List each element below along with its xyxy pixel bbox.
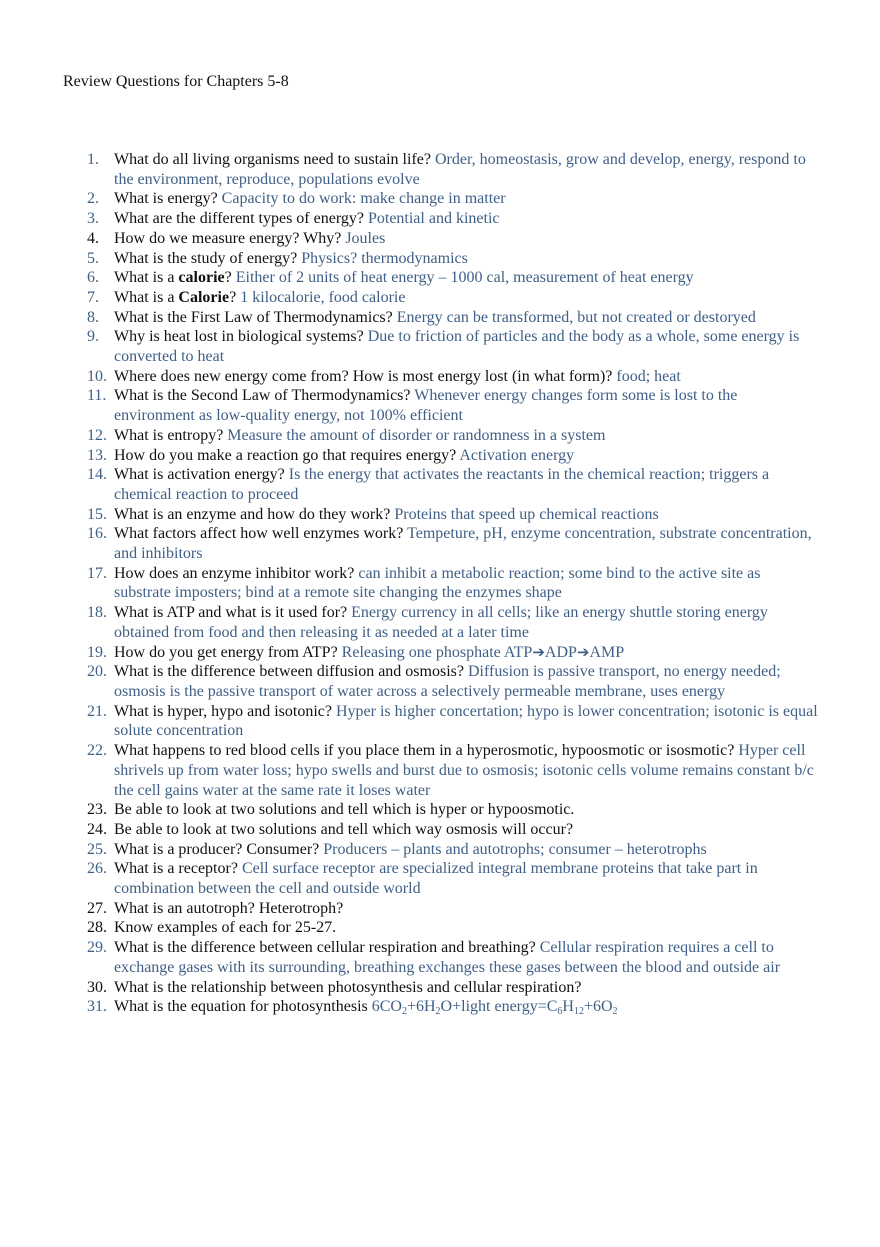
question-text: Be able to look at two solutions and tell which is hyper or hypoosmotic. [114, 801, 575, 819]
answer-part: ADP [544, 643, 577, 661]
item-number: 22. [87, 742, 107, 760]
answer-text: can inhibit a metabolic reaction; some bind to the active site as substrate imposters; bind at a remote site changing the enzymes shape [114, 564, 761, 602]
answer-text: Producers – plants and autotrophs; consumer – heterotrophs [323, 840, 707, 858]
list-item [0, 800, 880, 820]
answer-text: food; heat [616, 367, 681, 385]
question-text: Be able to look at two solutions and tell which way osmosis will occur? [114, 820, 574, 838]
list-item [0, 505, 880, 525]
question-text: What do all living organisms need to sustain life? [114, 151, 435, 168]
list-item [0, 150, 880, 189]
item-number: 18. [87, 604, 107, 622]
answer-text: Due to friction of particles and the body as a whole, some energy is converted to heat [114, 328, 800, 366]
item-number: 1. [87, 151, 99, 168]
item-number: 12. [87, 426, 107, 444]
answer-text: Activation energy [459, 446, 575, 464]
answer-text: Physics? thermodynamics [301, 249, 468, 267]
equation-part: O+light energy=C [440, 998, 558, 1016]
list-item [0, 308, 880, 328]
answer-text: Is the energy that activates the reactants in the chemical reaction; triggers a chemical reaction to proceed [114, 466, 770, 503]
item-number: 4. [87, 229, 99, 247]
question-text: How does an enzyme inhibitor work? [114, 564, 359, 582]
equation-subscript: 2 [612, 1006, 618, 1018]
answer-text: 1 kilocalorie, food calorie [240, 288, 406, 306]
item-number: 14. [87, 466, 107, 484]
list-item [0, 268, 880, 288]
list-item [0, 446, 880, 466]
question-text: ? [224, 269, 236, 287]
item-number: 6. [87, 269, 99, 287]
item-number: 16. [87, 525, 107, 543]
question-text: What is an enzyme and how do they work? [114, 505, 395, 523]
equation-part: 6CO [371, 998, 402, 1016]
item-number: 23. [87, 801, 107, 819]
question-text: What is the difference between cellular respiration and breathing? [114, 939, 540, 957]
answer-text: Hyper cell shrivels up from water loss; hypo swells and burst due to osmosis; isotonic cells volume remains constant b/c the cell gains water at the same rate it loses water [114, 742, 814, 799]
question-text: What are the different types of energy? [114, 210, 368, 228]
answer-text: Measure the amount of disorder or randomness in a system [227, 426, 606, 444]
list-item [0, 643, 880, 663]
answer-text: Potential and kinetic [367, 210, 500, 228]
item-number: 7. [87, 288, 99, 306]
question-text: What is an autotroph? Heterotroph? [114, 899, 344, 917]
question-text: What is activation energy? [114, 466, 289, 484]
item-number: 25. [87, 840, 107, 858]
item-number: 30. [87, 978, 107, 996]
item-number: 9. [87, 328, 99, 346]
arrow-right-icon: ➔ [576, 642, 590, 661]
question-text: How do you make a reaction go that requires energy? [114, 446, 460, 464]
list-item [0, 209, 880, 229]
list-item [0, 918, 880, 938]
answer-text: Energy currency in all cells; like an energy shuttle storing energy obtained from food and then releasing it as needed at a later time [114, 604, 768, 641]
list-item [0, 978, 880, 998]
answer-text [342, 644, 625, 661]
question-text: What is the First Law of Thermodynamics? [114, 308, 397, 326]
list-item [0, 327, 880, 366]
list-item [0, 859, 880, 898]
list-item [0, 741, 880, 800]
question-text: How do you get energy from ATP? [114, 643, 342, 661]
item-number: 3. [87, 210, 99, 228]
list-item [0, 367, 880, 387]
page-title: Review Questions for Chapters 5-8 [63, 73, 289, 90]
equation-part: +6H [406, 998, 436, 1016]
arrow-right-icon: ➔ [532, 642, 545, 661]
list-item [0, 386, 880, 425]
list-item [0, 189, 880, 209]
list-item [0, 524, 880, 563]
list-item [0, 938, 880, 977]
equation-subscript: 2 [435, 1006, 441, 1018]
equation-subscript: 6 [557, 1006, 563, 1018]
question-text: What factors affect how well enzymes work? [114, 525, 408, 543]
item-number: 8. [87, 308, 99, 326]
bold-term: Calorie [178, 288, 230, 306]
question-text: Where does new energy come from? How is most energy lost (in what form)? [114, 367, 617, 385]
question-text: What is the study of energy? [114, 249, 302, 267]
item-number: 31. [87, 998, 107, 1016]
photosynthesis-equation [371, 998, 618, 1018]
item-number: 19. [87, 643, 107, 661]
answer-text: Proteins that speed up chemical reactions [394, 505, 659, 523]
answer-part: Releasing one phosphate ATP [341, 643, 533, 661]
list-item [0, 820, 880, 840]
answer-text: Capacity to do work: make change in matter [221, 190, 506, 208]
item-number: 28. [87, 919, 107, 937]
list-item [0, 426, 880, 446]
question-text: Why is heat lost in biological systems? [114, 328, 368, 346]
item-number: 15. [87, 505, 107, 523]
list-item [0, 229, 880, 249]
item-number: 20. [87, 663, 107, 681]
item-number: 26. [87, 860, 107, 878]
item-number: 11. [87, 387, 107, 405]
question-text: ? [229, 288, 241, 306]
question-text: Know examples of each for 25-27. [114, 919, 337, 937]
question-text: What is energy? [114, 190, 222, 208]
question-text: What is a receptor? [114, 860, 242, 878]
equation-subscript: 12 [573, 1006, 584, 1018]
list-item [0, 899, 880, 919]
question-text: What is the difference between diffusion and osmosis? [114, 663, 468, 681]
equation-subscript: 2 [401, 1006, 407, 1018]
answer-text: Cellular respiration requires a cell to exchange gases with its surrounding, breathing exchanges these gases between the blood and outside air [114, 939, 781, 976]
answer-text: Tempeture, pH, enzyme concentration, substrate concentration, and inhibitors [114, 525, 812, 563]
item-number: 13. [87, 446, 107, 464]
list-item [0, 662, 880, 701]
list-item [0, 702, 880, 741]
question-text: What is a [114, 288, 179, 306]
item-number: 5. [87, 249, 99, 267]
question-text: How do we measure energy? Why? [114, 229, 346, 247]
list-item [0, 603, 880, 642]
question-text: What is the Second Law of Thermodynamics? [114, 387, 415, 405]
question-text: What is the equation for photosynthesis [114, 998, 372, 1016]
answer-text: Either of 2 units of heat energy – 1000 cal, measurement of heat energy [235, 269, 694, 287]
list-item [0, 288, 880, 308]
item-number: 2. [87, 190, 99, 208]
list-item [0, 564, 880, 603]
answer-text: Diffusion is passive transport, no energy needed; osmosis is the passive transport of water across a selectively permeable membrane, uses energy [114, 663, 781, 700]
answer-text: Energy can be transformed, but not created or destoryed [396, 308, 756, 326]
item-number: 21. [87, 702, 107, 720]
answer-text: Hyper is higher concertation; hypo is lower concentration; isotonic is equal solute concentration [114, 702, 818, 740]
answer-text: Order, homeostasis, grow and develop, energy, respond to the environment, reproduce, populations evolve [114, 151, 806, 188]
item-number: 24. [87, 820, 107, 838]
equation-part: H [562, 998, 574, 1016]
question-text: What is the relationship between photosynthesis and cellular respiration? [114, 978, 582, 996]
item-number: 10. [87, 367, 107, 385]
answer-text: Joules [345, 229, 386, 247]
question-text: What happens to red blood cells if you place them in a hyperosmotic, hypoosmotic or isosmotic? [114, 742, 739, 760]
answer-part: AMP [589, 643, 625, 661]
equation-part: +6O [583, 998, 613, 1016]
item-number: 17. [87, 564, 107, 582]
bold-term: calorie [178, 269, 225, 287]
question-text: What is entropy? [114, 426, 228, 444]
list-item [0, 249, 880, 269]
answer-text: Whenever energy changes form some is lost to the environment as low-quality energy, not 100% efficient [114, 387, 738, 425]
list-item [0, 465, 880, 504]
question-text: What is a [114, 269, 179, 287]
answer-text: Cell surface receptor are specialized integral membrane proteins that take part in combination between the cell and outside world [114, 860, 758, 898]
item-number: 27. [87, 899, 107, 917]
list-item [0, 997, 880, 1017]
question-text: What is ATP and what is it used for? [114, 604, 352, 622]
question-text: What is a producer? Consumer? [114, 840, 324, 858]
list-item [0, 840, 880, 860]
question-text: What is hyper, hypo and isotonic? [114, 702, 336, 720]
question-list [0, 150, 880, 1017]
item-number: 29. [87, 939, 107, 957]
